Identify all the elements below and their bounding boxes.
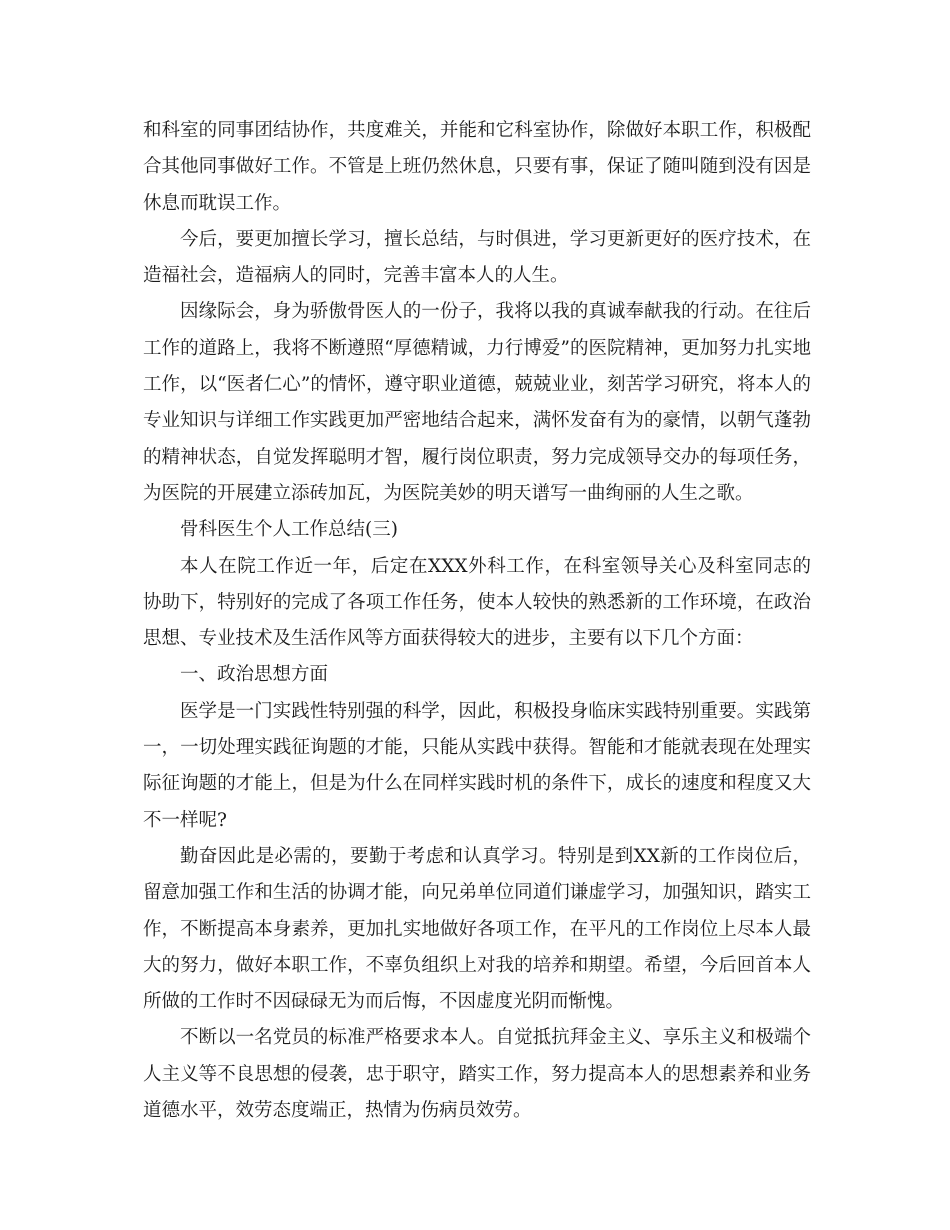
paragraph: 勤奋因此是必需的，要勤于考虑和认真学习。特别是到XX新的工作岗位后，留意加强工作和生活的协调才能，向兄弟单位同道们谦虚学习，加强知识，踏实工作，不断提高本身素养，更加扎实地做好各项工作，在平凡的工作岗位上尽本人最大的努力，做好本职工作，不辜负组织上对我的培养和期望。希望，今后回首本人所做的工作时不因碌碌无为而后悔，不因虚度光阴而惭愧。	[143, 845, 811, 1013]
paragraph: 本人在院工作近一年，后定在XXX外科工作，在科室领导关心及科室同志的协助下，特别好的完成了各项工作任务，使本人较快的熟悉新的工作环境，在政治思想、专业技术及生活作风等方面获得较大的进步，主要有以下几个方面：	[143, 555, 811, 650]
paragraph: 和科室的同事团结协作，共度难关，并能和它科室协作，除做好本职工作，积极配合其他同事做好工作。不管是上班仍然休息，只要有事，保证了随叫随到没有因是休息而耽误工作。	[143, 120, 811, 214]
paragraph: 因缘际会，身为骄傲骨医人的一份子，我将以我的真诚奉献我的行动。在往后工作的道路上，我将不断遵照“厚德精诚，力行博爱”的医院精神，更加努力扎实地工作，以“医者仁心”的情怀，遵守职业道德，兢兢业业，刻苦学习研究，将本人的专业知识与详细工作实践更加严密地结合起来，满怀发奋有为的豪情，以朝气蓬勃的精神状态，自觉发挥聪明才智，履行岗位职责，努力完成领导交办的每项任务，为医院的开展建立添砖加瓦，为医院美妙的明天谱写一曲绚丽的人生之歌。	[143, 301, 811, 504]
subsection-heading: 一、政治思想方面	[180, 664, 329, 686]
section-heading: 骨科医生个人工作总结(三)	[180, 519, 398, 541]
document-page	[143, 113, 811, 1129]
paragraph: 今后，要更加擅长学习，擅长总结，与时俱进，学习更新更好的医疗技术，在造福社会，造福病人的同时，完善丰富本人的人生。	[143, 228, 811, 287]
paragraph: 不断以一名党员的标准严格要求本人。自觉抵抗拜金主义、享乐主义和极端个人主义等不良思想的侵袭，忠于职守，踏实工作，努力提高本人的思想素养和业务道德水平，效劳态度端正，热情为伤病员效劳。	[143, 1027, 811, 1122]
paragraph: 医学是一门实践性特别强的科学，因此，积极投身临床实践特别重要。实践第一，一切处理实践征询题的才能，只能从实践中获得。智能和才能就表现在处理实际征询题的才能上，但是为什么在同样实践时机的条件下，成长的速度和程度又大不一样呢?	[143, 700, 811, 831]
